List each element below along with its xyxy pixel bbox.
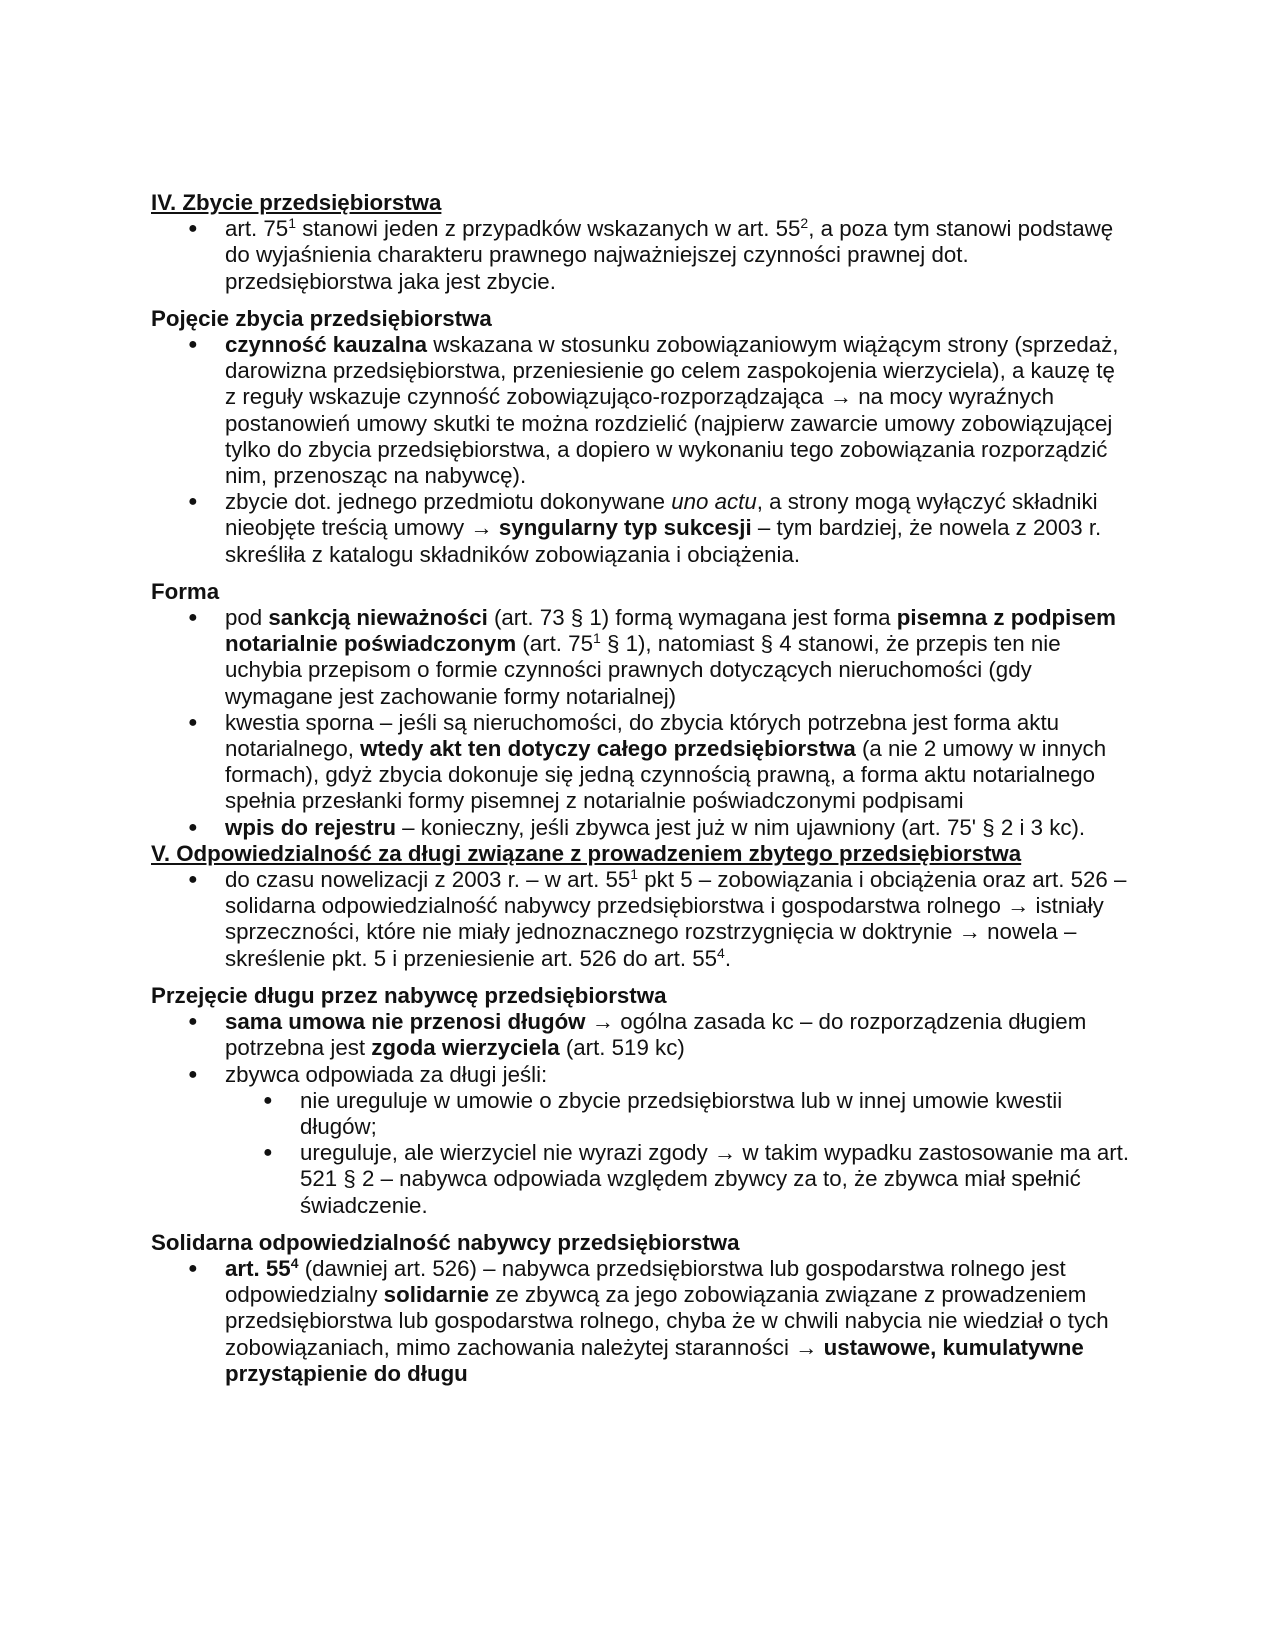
bullet-list	[151, 1009, 1131, 1219]
list-item: ● pod sankcją nieważności (art. 73 § 1) formą wymagana jest forma pisemna z podpisem notarialnie poświadczonym (art. $75^1$ § 1), natomiast § 4 stanowi, że przepis ten nie uchybia przepisom o formie czynności prawnych dotyczących nieruchomości (gdy wymagane jest zachowanie formy notarialnej)	[151, 605, 1131, 710]
section-heading-forma: Forma	[151, 578, 220, 604]
list-item: ● czynność kauzalna wskazana w stosunku zobowiązaniowym wiążącym strony (sprzedaż, darowizna przedsiębiorstwa, przeniesienie go celem zaspokojenia wierzyciela), a kauzę tę z reguły wskazuje czynność zobowiązująco-rozporządzająca → na mocy wyraźnych postanowień umowy skutki te można rozdzielić (najpierw zawarcie umowy zobowiązującej tylko do zbycia przedsiębiorstwa, a dopiero w wykonaniu tego zobowiązania rozporządzić nim, przenosząc na nabywcę).	[151, 332, 1131, 489]
list-item: ● sama umowa nie przenosi długów → ogólna zasada kc – do rozporządzenia długiem potrzebna jest zgoda wierzyciela (art. 519 kc)	[151, 1009, 1131, 1061]
list-item: ● zbywca odpowiada za długi jeśli:	[151, 1062, 1131, 1088]
section-heading-pojecie: Pojęcie zbycia przedsiębiorstwa	[151, 305, 492, 331]
bullet-list	[151, 216, 1131, 295]
bullet-list	[151, 332, 1131, 568]
sub-list-item: ● nie ureguluje w umowie o zbycie przedsiębiorstwa lub w innej umowie kwestii długów;	[151, 1088, 1131, 1140]
section-heading-odpowiedzialnosc: V. Odpowiedzialność za długi związane z prowadzeniem zbytego przedsiębiorstwa	[151, 840, 1022, 866]
section-heading-przejecie: Przejęcie długu przez nabywcę przedsiębiorstwa	[151, 982, 667, 1008]
bullet-list	[151, 1256, 1131, 1387]
list-item: ● wpis do rejestru – konieczny, jeśli zbywca jest już w nim ujawniony (art. 75' § 2 i 3 kc).	[151, 815, 1131, 841]
list-item: ● kwestia sporna – jeśli są nieruchomości, do zbycia których potrzebna jest forma aktu notarialnego, wtedy akt ten dotyczy całego przedsiębiorstwa (a nie 2 umowy w innych formach), gdyż zbycia dokonuje się jedną czynnością prawną, a forma aktu notarialnego spełnia przesłanki formy pisemnej z notarialnie poświadczonymi podpisami	[151, 710, 1131, 815]
list-item: ● zbycie dot. jednego przedmiotu dokonywane uno actu, a strony mogą wyłączyć składniki nieobjęte treścią umowy → syngularny typ sukcesji – tym bardziej, że nowela z 2003 r. skreśliła z katalogu składników zobowiązania i obciążenia.	[151, 489, 1131, 568]
section-heading-solidarna: Solidarna odpowiedzialność nabywcy przedsiębiorstwa	[151, 1229, 740, 1255]
list-item: ● art. $75^1$ stanowi jeden z przypadków wskazanych w art. $55^2$, a poza tym stanowi podstawę do wyjaśnienia charakteru prawnego najważniejszej czynności prawnej dot. przedsiębiorstwa jaka jest zbycie.	[151, 216, 1131, 295]
list-item: ● art. $55^4$ (dawniej art. 526) – nabywca przedsiębiorstwa lub gospodarstwa rolnego jest odpowiedzialny solidarnie ze zbywcą za jego zobowiązania związane z prowadzeniem przedsiębiorstwa lub gospodarstwa rolnego, chyba że w chwili nabycia nie wiedział o tych zobowiązaniach, mimo zachowania należytej staranności → ustawowe, kumulatywne przystąpienie do długu	[151, 1256, 1131, 1387]
section-heading-zbycie: IV. Zbycie przedsiębiorstwa	[151, 190, 442, 215]
document-page	[151, 190, 1131, 1387]
sub-list-item: ● ureguluje, ale wierzyciel nie wyrazi zgody → w takim wypadku zastosowanie ma art. 521 § 2 – nabywca odpowiada względem zbywcy za to, że zbywca miał spełnić świadczenie.	[151, 1140, 1131, 1219]
bullet-list	[151, 605, 1131, 841]
bullet-list	[151, 867, 1131, 972]
list-item: ● do czasu nowelizacji z 2003 r. – w art. $55^1$ pkt 5 – zobowiązania i obciążenia oraz art. 526 – solidarna odpowiedzialność nabywcy przedsiębiorstwa i gospodarstwa rolnego → istniały sprzeczności, które nie miały jednoznacznego rozstrzygnięcia w doktrynie → nowela – skreślenie pkt. 5 i przeniesienie art. 526 do art. $55^4$.	[151, 867, 1131, 972]
